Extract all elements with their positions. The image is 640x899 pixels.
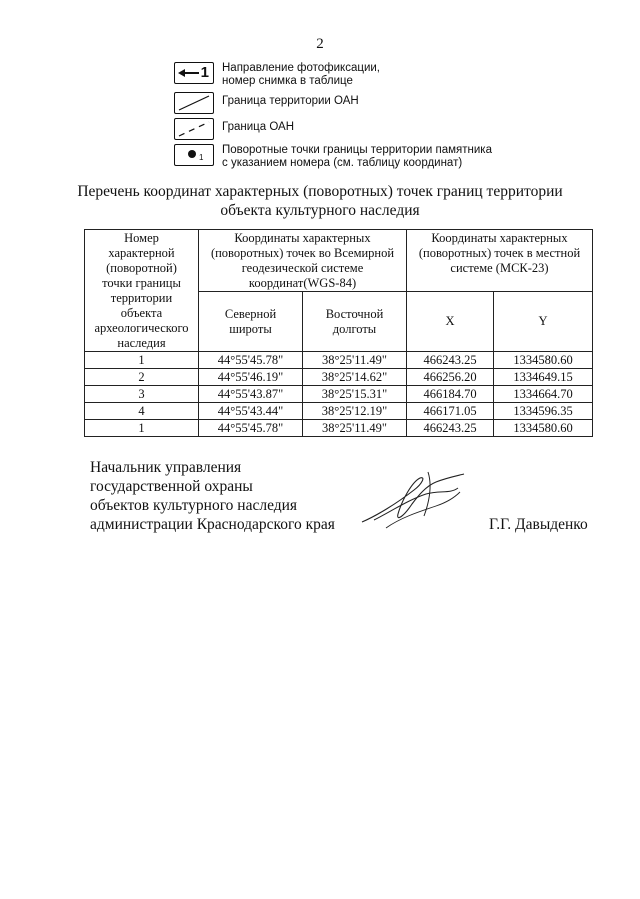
column-header-latitude: Северной широты xyxy=(199,292,303,352)
cell-point: 2 xyxy=(85,369,199,386)
document-title: Перечень координат характерных (поворотных) точек границ территории объекта культурного наследия xyxy=(77,183,563,219)
table-row xyxy=(85,420,593,437)
cell-longitude: 38°25'14.62" xyxy=(303,369,407,386)
legend-direction-text: Направление фотофиксации, номер снимка в таблице xyxy=(222,62,380,87)
column-header-longitude: Восточной долготы xyxy=(303,292,407,352)
cell-point: 4 xyxy=(85,403,199,420)
legend-territory-text: Граница территории ОАН xyxy=(222,95,359,107)
page-number: 2 xyxy=(316,36,324,52)
cell-point: 1 xyxy=(85,420,199,437)
cell-latitude: 44°55'46.19" xyxy=(199,369,303,386)
table-header-row xyxy=(85,230,593,292)
cell-latitude: 44°55'45.78" xyxy=(199,420,303,437)
legend-item-turning-points xyxy=(174,144,492,170)
cell-point: 3 xyxy=(85,386,199,403)
legend-border-text: Граница ОАН xyxy=(222,121,294,133)
column-header-wgs84: Координаты характерных (поворотных) точек во Всемирной геодезической системе координат(WGS-84) xyxy=(199,230,407,292)
legend-item-direction xyxy=(174,62,380,88)
legend-point-number: 1 xyxy=(199,153,204,162)
cell-y: 1334664.70 xyxy=(494,386,593,403)
cell-y: 1334580.60 xyxy=(494,420,593,437)
column-header-msk23: Координаты характерных (поворотных) точек в местной системе (МСК-23) xyxy=(407,230,593,292)
cell-y: 1334649.15 xyxy=(494,369,593,386)
cell-y: 1334596.35 xyxy=(494,403,593,420)
cell-latitude: 44°55'45.78" xyxy=(199,352,303,369)
legend-item-territory xyxy=(174,92,359,114)
cell-x: 466256.20 xyxy=(407,369,494,386)
column-header-point-number: Номер характерной (поворотной) точки границы территории объекта археологического наследия xyxy=(85,230,199,352)
cell-x: 466243.25 xyxy=(407,352,494,369)
cell-longitude: 38°25'11.49" xyxy=(303,352,407,369)
legend-direction-number: 1 xyxy=(200,64,209,81)
cell-longitude: 38°25'15.31" xyxy=(303,386,407,403)
cell-y: 1334580.60 xyxy=(494,352,593,369)
legend-item-border xyxy=(174,118,294,140)
handwritten-signature xyxy=(356,464,476,539)
cell-point: 1 xyxy=(85,352,199,369)
cell-latitude: 44°55'43.44" xyxy=(199,403,303,420)
legend-turning-points-text: Поворотные точки границы территории памятника с указанием номера (см. таблицу координат) xyxy=(222,144,492,169)
dashed-line-icon xyxy=(174,118,214,140)
solid-line-icon xyxy=(174,92,214,114)
signer-name: Г.Г. Давыденко xyxy=(489,516,588,533)
table-row xyxy=(85,403,593,420)
arrow-icon xyxy=(174,62,214,84)
column-header-y: Y xyxy=(494,292,593,352)
cell-longitude: 38°25'12.19" xyxy=(303,403,407,420)
coordinates-table xyxy=(84,229,593,437)
column-header-x: X xyxy=(407,292,494,352)
table-row xyxy=(85,386,593,403)
cell-x: 466184.70 xyxy=(407,386,494,403)
table-row xyxy=(85,369,593,386)
cell-x: 466243.25 xyxy=(407,420,494,437)
cell-latitude: 44°55'43.87" xyxy=(199,386,303,403)
signer-position: Начальник управления государственной охраны объектов культурного наследия администрации Краснодарского края xyxy=(90,459,335,533)
table-row xyxy=(85,352,593,369)
cell-longitude: 38°25'11.49" xyxy=(303,420,407,437)
cell-x: 466171.05 xyxy=(407,403,494,420)
point-marker-icon xyxy=(174,144,214,166)
